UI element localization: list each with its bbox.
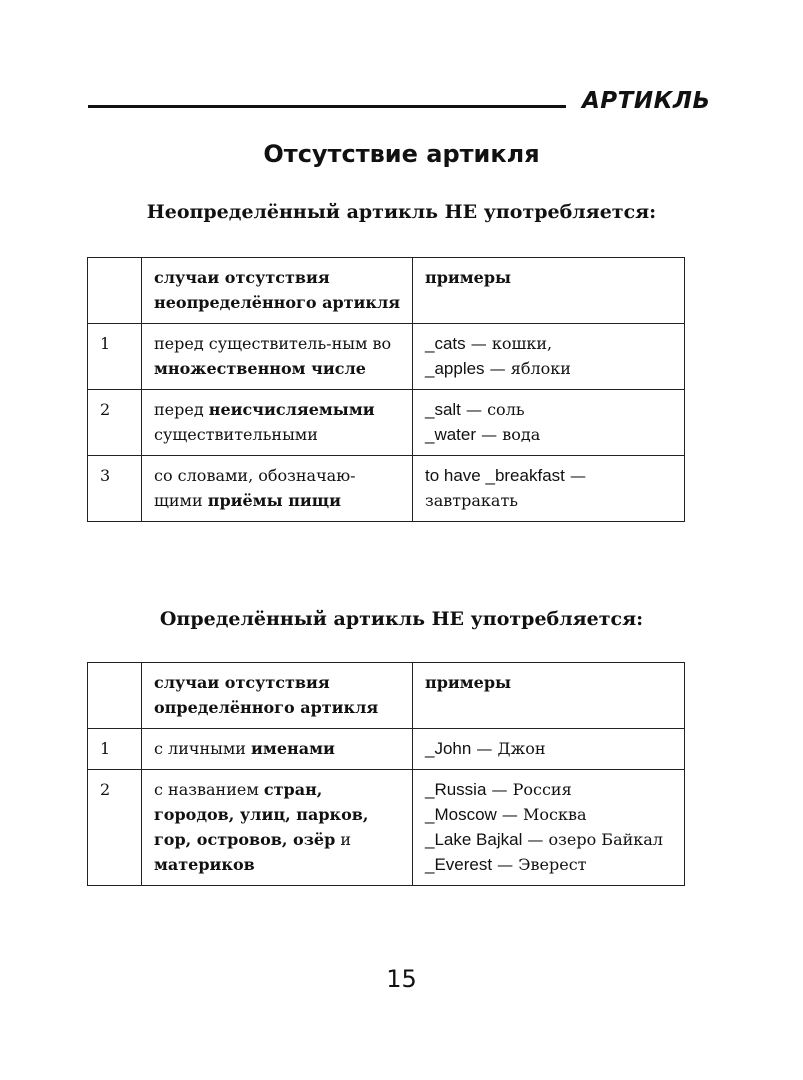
definite-heading: Определённый артикль НЕ употребляется: <box>159 608 644 630</box>
examples-header-cell: примеры <box>413 258 685 324</box>
row-number: 2 <box>88 770 142 886</box>
row-number: 3 <box>88 456 142 522</box>
table-row <box>88 456 685 522</box>
indefinite-heading: Неопределённый артикль НЕ употребляется: <box>146 201 657 223</box>
table-row <box>88 729 685 770</box>
examples-cell <box>413 456 685 522</box>
examples-cell <box>413 770 685 886</box>
case-cell: перед неисчисляемыми существительными <box>142 390 413 456</box>
page-number: 15 <box>386 965 417 993</box>
page-title: Отсутствие артикля <box>263 140 540 168</box>
example-line: _Lake Bajkal — озеро Байкал <box>425 830 663 849</box>
case-cell: перед существитель-ным во множественном числе <box>142 324 413 390</box>
number-header-cell <box>88 258 142 324</box>
section-tag: АРТИКЛЬ <box>582 88 711 114</box>
examples-cell <box>413 324 685 390</box>
example-line: to have _breakfast — завтракать <box>425 466 586 510</box>
case-cell: с названием стран, городов, улиц, парков, гор, островов, озёр и материков <box>142 770 413 886</box>
row-number: 1 <box>88 324 142 390</box>
example-line: _John — Джон <box>425 739 546 758</box>
row-number: 2 <box>88 390 142 456</box>
example-line: _salt — соль <box>425 400 525 419</box>
example-line: _cats — кошки, <box>425 334 553 353</box>
examples-cell <box>413 390 685 456</box>
table-header-row <box>88 663 685 729</box>
case-cell: со словами, обозначаю-щими приёмы пищи <box>142 456 413 522</box>
example-line: _Moscow — Москва <box>425 805 587 824</box>
header-rule <box>88 105 566 108</box>
table-row <box>88 390 685 456</box>
examples-cell <box>413 729 685 770</box>
cases-header-cell: случаи отсутствия неопределённого артикля <box>142 258 413 324</box>
example-line: _water — вода <box>425 425 541 444</box>
table-row <box>88 324 685 390</box>
example-line: _Russia — Россия <box>425 780 572 799</box>
cases-header-cell: случаи отсутствия определённого артикля <box>142 663 413 729</box>
example-line: _apples — яблоки <box>425 359 571 378</box>
table-row <box>88 770 685 886</box>
indefinite-table <box>87 257 685 522</box>
number-header-cell <box>88 663 142 729</box>
example-line: _Everest — Эверест <box>425 855 587 874</box>
table-header-row <box>88 258 685 324</box>
row-number: 1 <box>88 729 142 770</box>
definite-table <box>87 662 685 886</box>
case-cell: с личными именами <box>142 729 413 770</box>
examples-header-cell: примеры <box>413 663 685 729</box>
